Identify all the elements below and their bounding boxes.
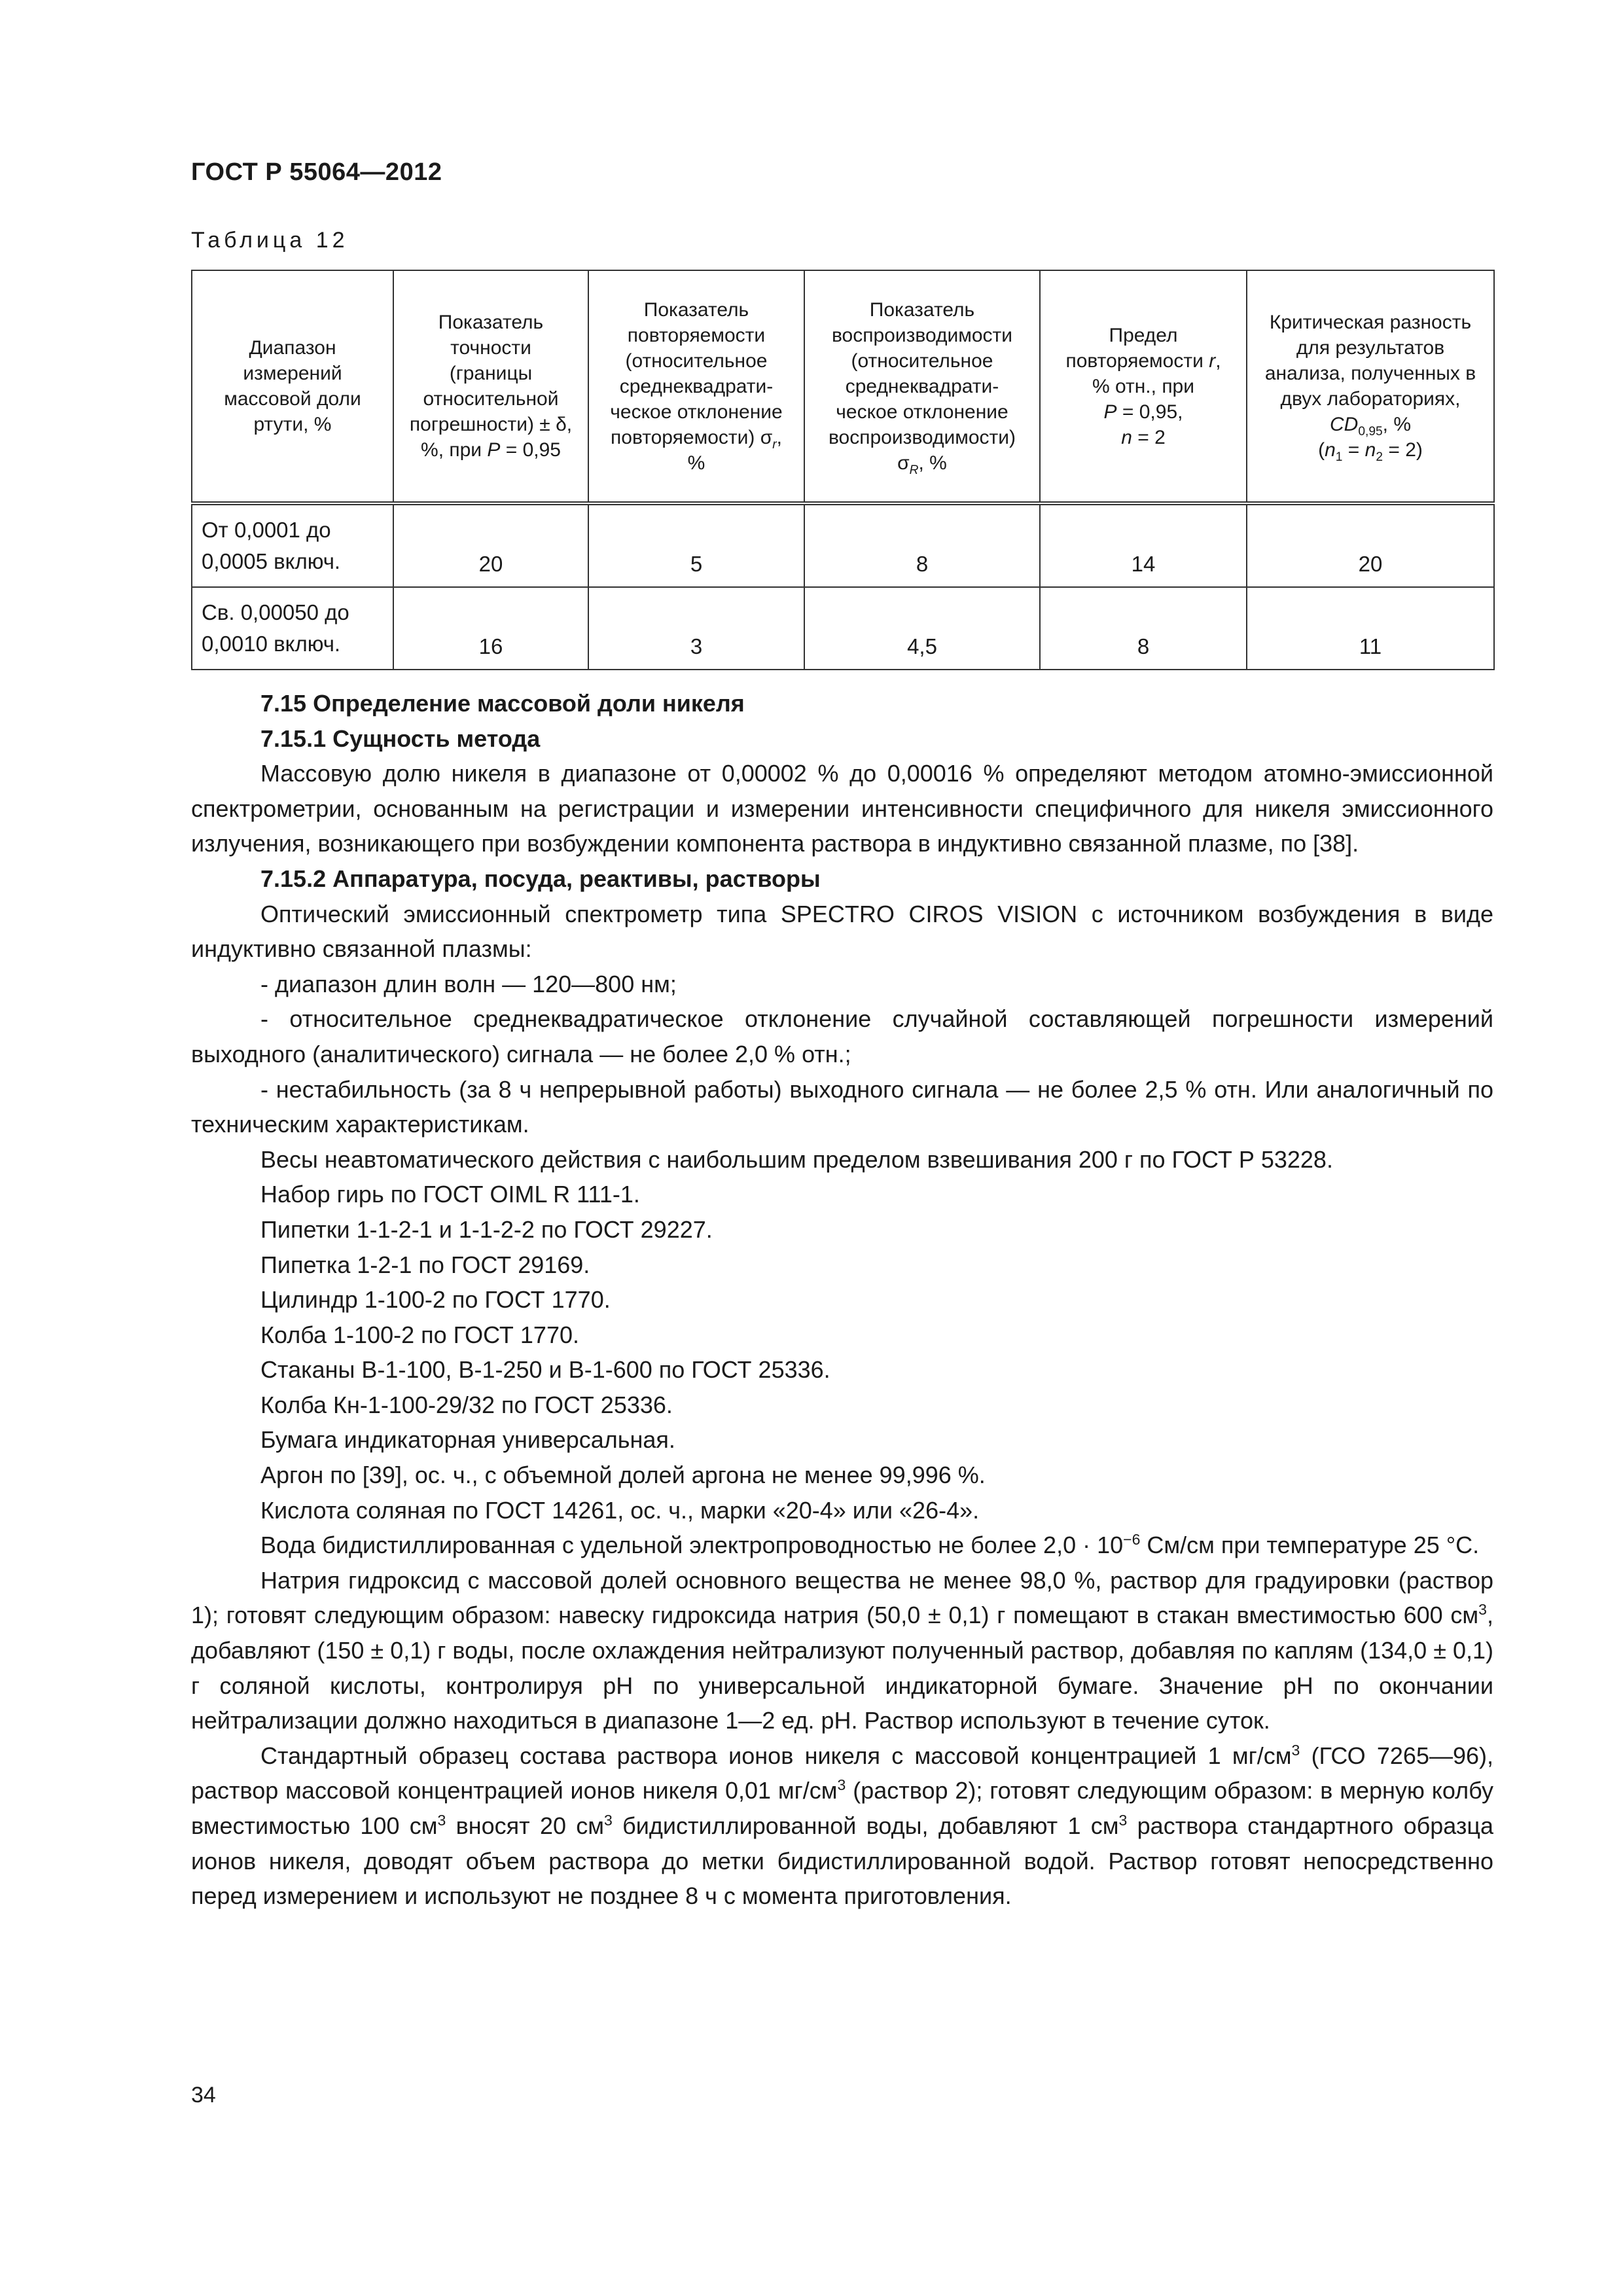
paragraph: Весы неавтоматического действия с наибольшим пределом взвешивания 200 г по ГОСТ Р 53228. bbox=[260, 1145, 1333, 1173]
paragraph: Пипетка 1-2-1 по ГОСТ 29169. bbox=[260, 1251, 590, 1278]
table-12 bbox=[191, 270, 1495, 670]
header-cell-reproducibility: Показатель воспроизводимости (относительное среднеквадрати- ческое отклонение воспроизводимости) $\sigma_R$, % bbox=[804, 270, 1040, 503]
page-number: 34 bbox=[191, 2083, 216, 2108]
table-cell: От 0,0001 до 0,0005 включ. bbox=[192, 503, 393, 587]
paragraph: Кислота соляная по ГОСТ 14261, ос. ч., марки «20-4» или «26-4». bbox=[260, 1496, 980, 1524]
paragraph: Оптический эмиссионный спектрометр типа SPECTRO CIROS VISION с источником возбуждения в виде индуктивно связанной плазмы: bbox=[191, 900, 1493, 963]
table-header bbox=[192, 270, 1494, 503]
body-text bbox=[191, 686, 1493, 1914]
section-heading: 7.15.2 Аппаратура, посуда, реактивы, растворы bbox=[260, 865, 821, 892]
table-cell: 8 bbox=[804, 503, 1040, 587]
paragraph: Колба 1-100-2 по ГОСТ 1770. bbox=[260, 1321, 579, 1348]
paragraph: Аргон по [39], ос. ч., с объемной долей аргона не менее 99,996 %. bbox=[260, 1462, 986, 1489]
header-cell-critical-difference: Критическая разность для результатов анализа, полученных в двух лабораториях, $CD_{0,95}$, % $(n_1 = n_2 = 2)$ bbox=[1247, 270, 1494, 503]
paragraph: Стаканы В-1-100, В-1-250 и В-1-600 по ГОСТ 25336. bbox=[260, 1356, 830, 1384]
table-cell: 3 bbox=[588, 587, 804, 670]
paragraph: - диапазон длин волн — 120—800 нм; bbox=[260, 970, 677, 997]
header-cell-accuracy: Показатель точности (границы относительной погрешности) ± δ, %, при P = 0,95 bbox=[393, 270, 588, 503]
table-cell: 4,5 bbox=[804, 587, 1040, 670]
document-header: ГОСТ Р 55064—2012 bbox=[191, 158, 442, 186]
section-heading: 7.15.1 Сущность метода bbox=[260, 725, 541, 752]
paragraph: Бумага индикаторная универсальная. bbox=[260, 1426, 675, 1454]
paragraph: Колба Кн-1-100-29/32 по ГОСТ 25336. bbox=[260, 1391, 673, 1418]
table-cell: 5 bbox=[588, 503, 804, 587]
table-row bbox=[192, 587, 1494, 670]
paragraph: Пипетки 1-1-2-1 и 1-1-2-2 по ГОСТ 29227. bbox=[260, 1215, 713, 1243]
table-caption: Таблица 12 bbox=[191, 228, 349, 253]
table-cell: 20 bbox=[1247, 503, 1494, 587]
paragraph: Массовую долю никеля в диапазоне от 0,00002 % до 0,00016 % определяют методом атомно-эмиссионной спектрометрии, основанным на регистрации и измерении интенсивности специфичного для никеля эмиссионного излучения, возникающего при возбуждении компонента раствора в индуктивно связанной плазме, по [38]. bbox=[191, 760, 1493, 857]
paragraph: - относительное среднеквадратическое отклонение случайной составляющей погрешности измерений выходного (аналитического) сигнала — не более 2,0 % отн.; bbox=[191, 1005, 1493, 1067]
table-body bbox=[192, 503, 1494, 670]
table-row bbox=[192, 503, 1494, 587]
paragraph: Набор гирь по ГОСТ OIML R 111-1. bbox=[260, 1181, 640, 1208]
paragraph: Цилиндр 1-100-2 по ГОСТ 1770. bbox=[260, 1286, 611, 1314]
table-cell: 20 bbox=[393, 503, 588, 587]
paragraph: Вода бидистиллированная с удельной электропроводностью не более $2,0 \cdot 10^{-6}$ См/см при температуре 25 °С. bbox=[260, 1531, 1480, 1559]
table-cell: 8 bbox=[1040, 587, 1247, 670]
header-cell-repeatability: Показатель повторяемости (относительное среднеквадрати- ческое отклонение повторяемости) $\sigma_r$, % bbox=[588, 270, 804, 503]
table-cell: 14 bbox=[1040, 503, 1247, 587]
header-cell-range: Диапазон измерений массовой доли ртути, % bbox=[192, 270, 393, 503]
table-cell: 11 bbox=[1247, 587, 1494, 670]
section-heading: 7.15 Определение массовой доли никеля bbox=[260, 690, 745, 717]
table-cell: Св. 0,00050 до 0,0010 включ. bbox=[192, 587, 393, 670]
table-header-row bbox=[192, 270, 1494, 503]
paragraph: Стандартный образец состава раствора ионов никеля с массовой концентрацией 1 $мг/см^3$ (ГСО 7265—96), раствор массовой концентрацией ионов никеля 0,01 $мг/см^3$ (раствор 2); готовят следующим образом: в мерную колбу вместимостью 100 $см^3$ вносят 20 $см^3$ бидистиллированной воды, добавляют 1 $см^3$ раствора стандартного образца ионов никеля, доводят объем раствора до метки бидистиллированной водой. Раствор готовят непосредственно перед измерением и используют не позднее 8 ч с момента приготовления. bbox=[191, 1741, 1494, 1910]
paragraph: Натрия гидроксид с массовой долей основного вещества не менее 98,0 %, раствор для градуировки (раствор 1); готовят следующим образом: навеску гидроксида натрия (50,0 ± 0,1) г помещают в стакан вместимостью 600 $см^3$, добавляют (150 ± 0,1) г воды, после охлаждения нейтрализуют полученный раствор, добавляя по каплям (134,0 ± 0,1) г соляной кислоты, контролируя pH по универсальной индикаторной бумаге. Значение pH по окончании нейтрализации должно находиться в диапазоне 1—2 ед. pH. Раствор используют в течение суток. bbox=[191, 1566, 1493, 1734]
header-cell-repeatability-limit: Предел повторяемости r, % отн., при P = 0,95, n = 2 bbox=[1040, 270, 1247, 503]
paragraph: - нестабильность (за 8 ч непрерывной работы) выходного сигнала — не более 2,5 % отн. Или аналогичный по техническим характеристикам. bbox=[191, 1075, 1493, 1138]
table-cell: 16 bbox=[393, 587, 588, 670]
